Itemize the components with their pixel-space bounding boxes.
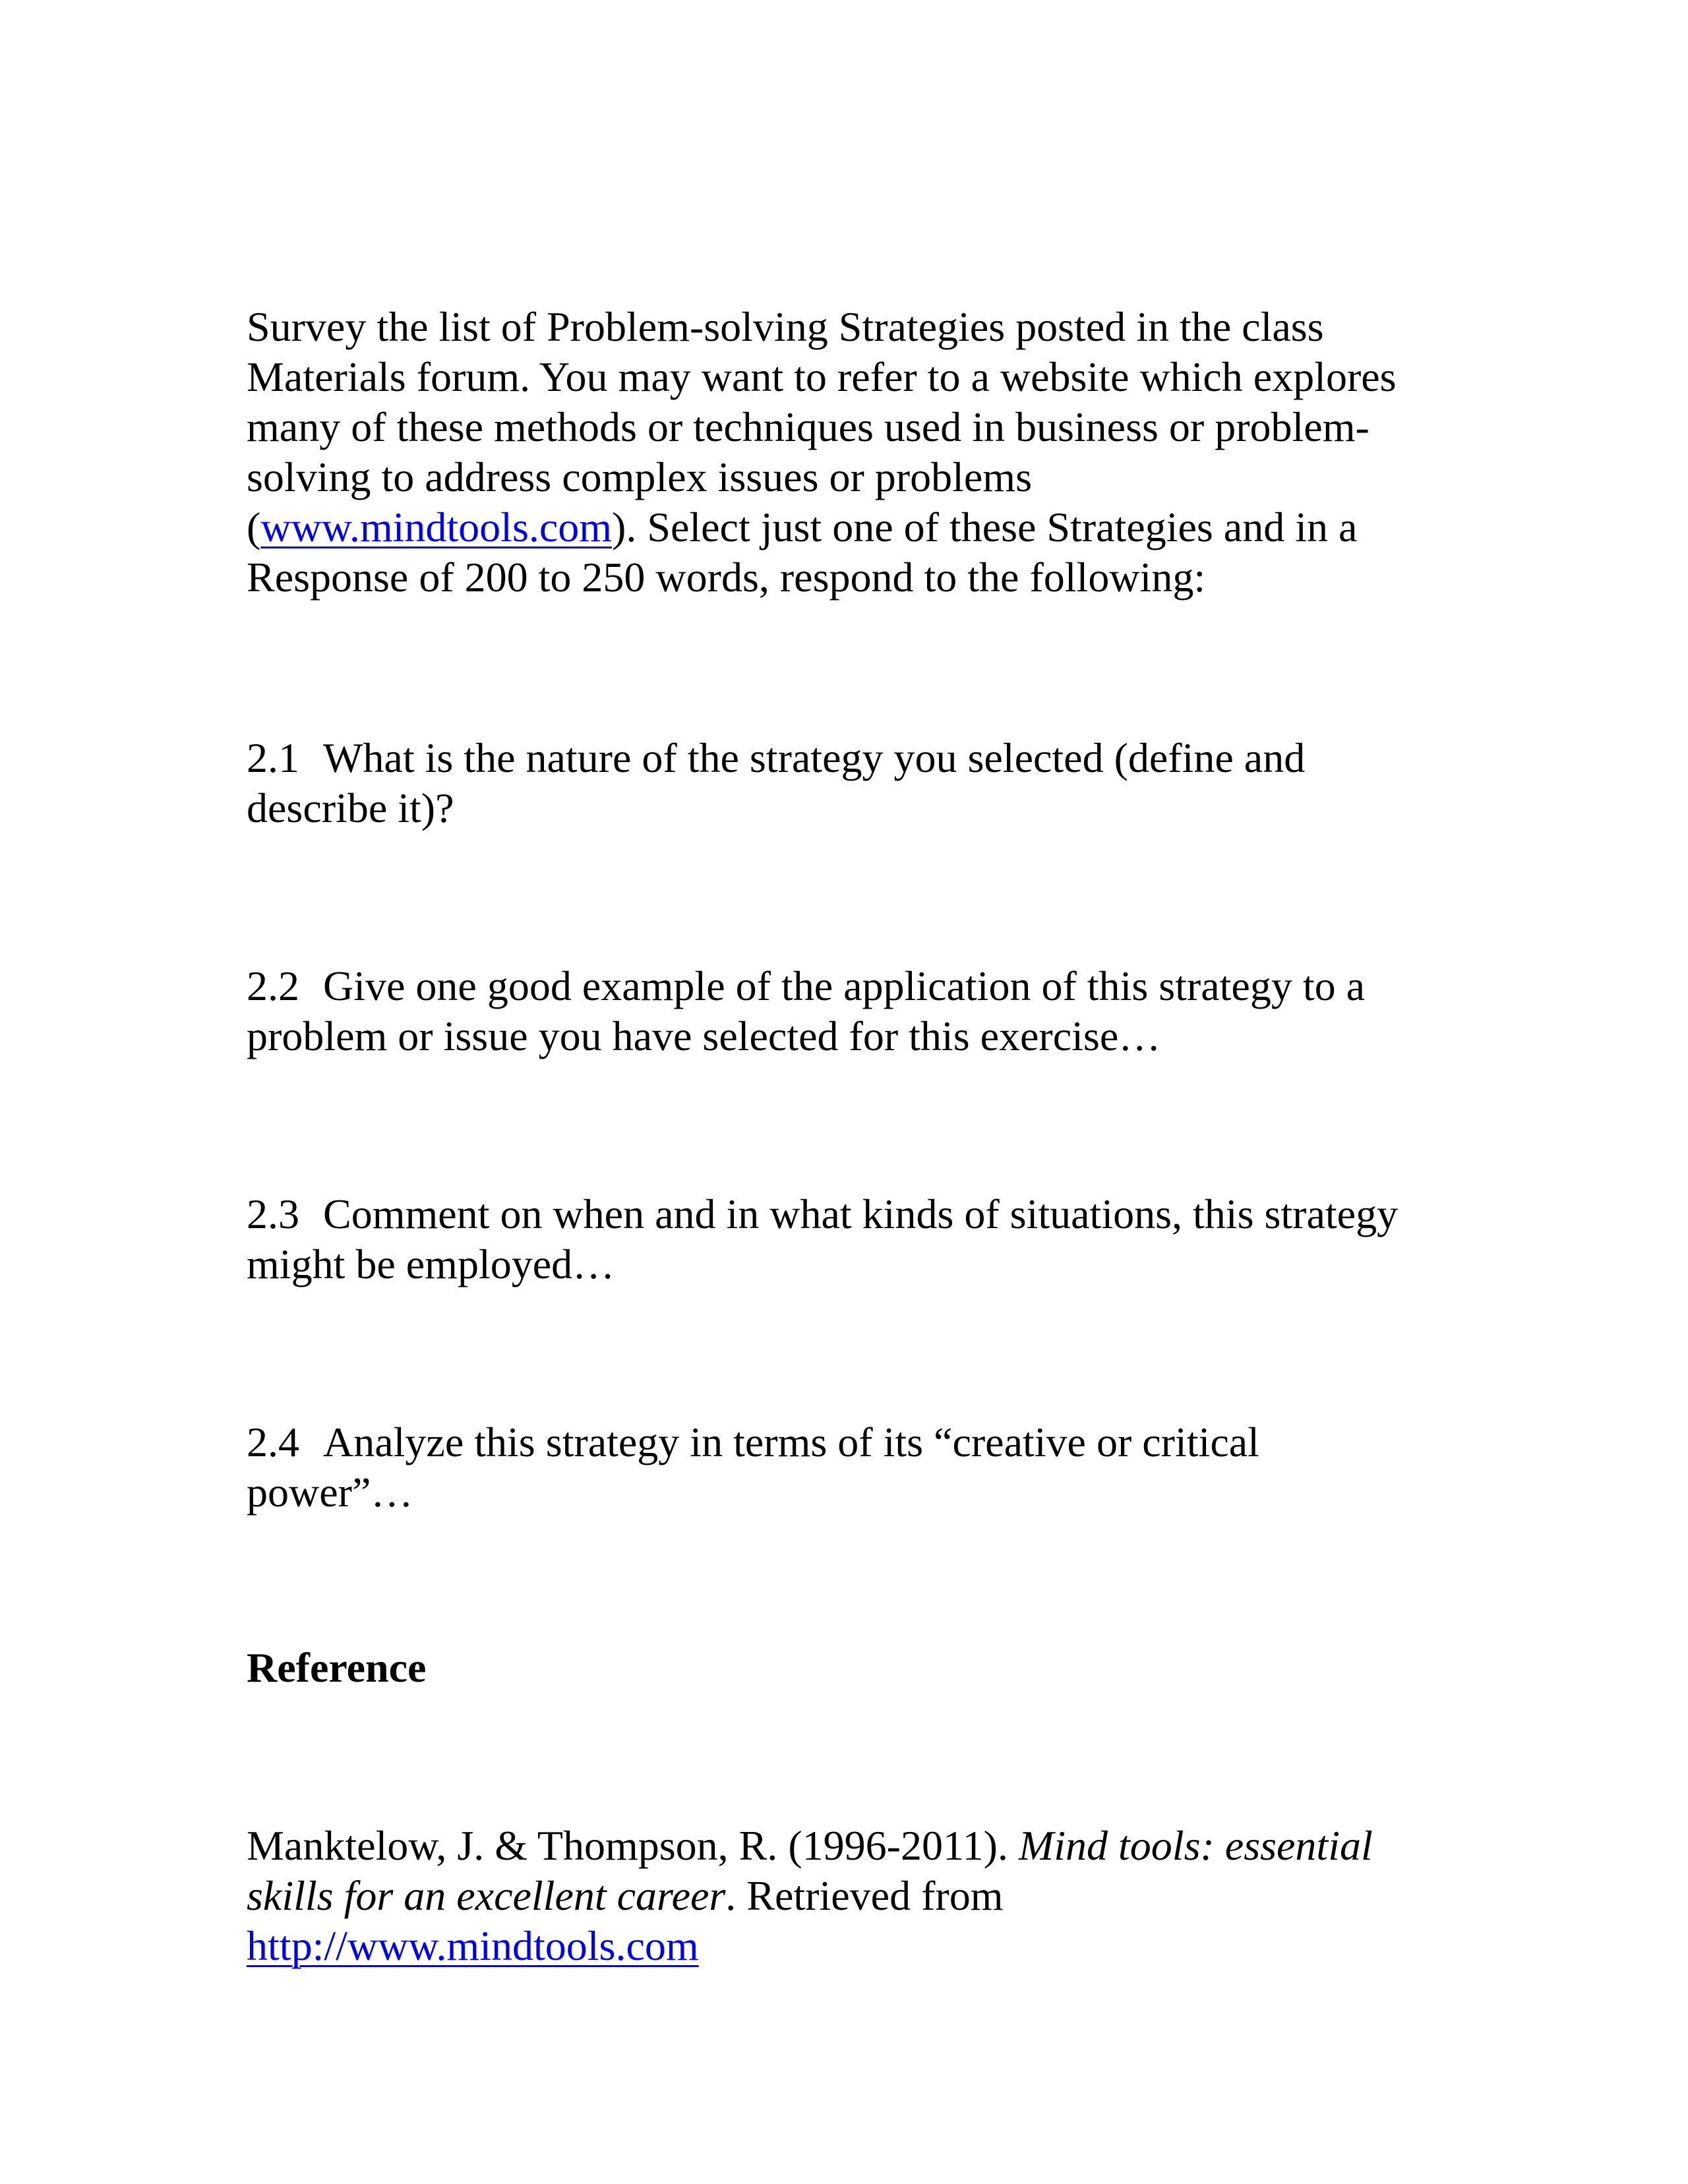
citation-title: skills for an excellent career [247, 1872, 726, 1919]
question-text: describe it)? [247, 784, 454, 831]
intro-line: Survey the list of Problem-solving Strategies posted in the class [247, 303, 1324, 350]
open-paren: ( [247, 504, 261, 550]
question-text: problem or issue you have selected for this exercise… [247, 1013, 1161, 1059]
intro-line: Response of 200 to 250 words, respond to the following: [247, 554, 1206, 601]
reference-heading: Reference [247, 1644, 427, 1691]
question-text: What is the nature of the strategy you selected (define and [323, 734, 1306, 781]
question-text: Give one good example of the application of this strategy to a [323, 962, 1365, 1009]
question-text: might be employed… [247, 1241, 615, 1287]
citation-authors: Manktelow, J. & Thompson, R. (1996-2011). [247, 1822, 1019, 1869]
question-2-1 [247, 733, 1486, 833]
intro-line [247, 502, 1486, 552]
citation-url-link[interactable]: http://www.mindtools.com [247, 1922, 699, 1969]
mindtools-link[interactable]: www.mindtools.com [260, 504, 613, 550]
intro-line: Materials forum. You may want to refer to a website which explores [247, 353, 1397, 400]
question-number: 2.3 [247, 1191, 299, 1237]
question-2-4 [247, 1417, 1486, 1518]
intro-line: many of these methods or techniques used in business or problem- [247, 403, 1370, 450]
intro-line: solving to address complex issues or problems [247, 454, 1032, 500]
question-2-2 [247, 961, 1486, 1061]
question-number: 2.1 [247, 734, 299, 781]
question-number: 2.2 [247, 962, 299, 1009]
citation-title: Mind tools: essential [1018, 1822, 1373, 1869]
question-text: Analyze this strategy in terms of its “creative or critical [323, 1419, 1259, 1465]
question-2-3 [247, 1189, 1486, 1289]
question-number: 2.4 [247, 1419, 299, 1465]
reference-citation [247, 1821, 1486, 1971]
intro-line-rest: ). Select just one of these Strategies and in a [612, 504, 1358, 550]
question-text: power”… [247, 1469, 413, 1516]
intro-paragraph [247, 302, 1486, 603]
question-text: Comment on when and in what kinds of situations, this strategy [323, 1191, 1399, 1237]
citation-retrieved: . Retrieved from [725, 1872, 1004, 1919]
